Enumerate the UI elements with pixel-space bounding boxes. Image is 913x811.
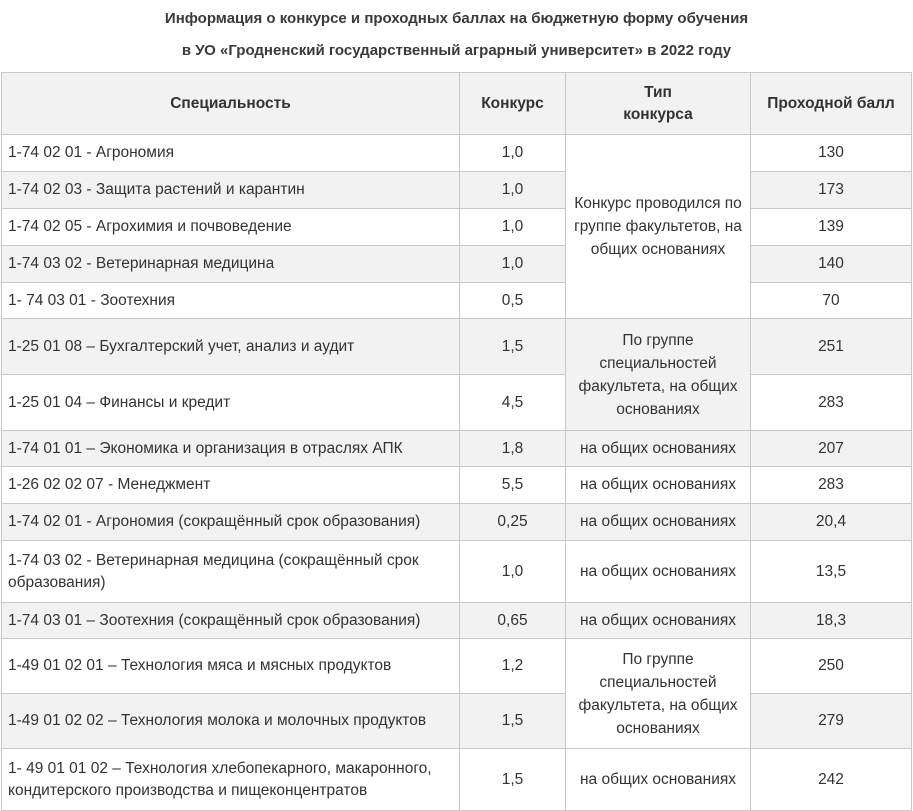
cell-type-merged: По группе специальностей факультета, на общих основаниях xyxy=(566,319,751,431)
cell-competition: 1,5 xyxy=(460,694,566,749)
cell-competition: 1,5 xyxy=(460,749,566,811)
cell-score: 139 xyxy=(751,209,912,246)
table-row xyxy=(2,209,912,246)
cell-score: 250 xyxy=(751,639,912,694)
cell-score: 173 xyxy=(751,172,912,209)
cell-type: на общих основаниях xyxy=(566,504,751,541)
table-row xyxy=(2,375,912,431)
table-row xyxy=(2,283,912,319)
cell-competition: 4,5 xyxy=(460,375,566,431)
cell-type: на общих основаниях xyxy=(566,431,751,467)
cell-type-merged: По группе специальностей факультета, на общих основаниях xyxy=(566,639,751,749)
cell-score: 13,5 xyxy=(751,541,912,603)
cell-specialty: 1- 74 03 01 - Зоотехния xyxy=(2,283,460,319)
table-row xyxy=(2,639,912,694)
table-row xyxy=(2,541,912,603)
header-type-line2: конкурса xyxy=(623,105,693,123)
table-row xyxy=(2,135,912,172)
cell-specialty: 1-74 03 01 – Зоотехния (сокращённый срок образования) xyxy=(2,603,460,639)
cell-score: 242 xyxy=(751,749,912,811)
cell-competition: 1,0 xyxy=(460,246,566,283)
table-row xyxy=(2,694,912,749)
cell-specialty: 1-74 02 01 - Агрономия xyxy=(2,135,460,172)
table-row xyxy=(2,504,912,541)
cell-score: 130 xyxy=(751,135,912,172)
cell-score: 279 xyxy=(751,694,912,749)
cell-specialty: 1-26 02 02 07 - Менеджмент xyxy=(2,467,460,504)
cell-specialty: 1-49 01 02 02 – Технология молока и молочных продуктов xyxy=(2,694,460,749)
cell-score: 140 xyxy=(751,246,912,283)
cell-score: 70 xyxy=(751,283,912,319)
cell-type-merged: Конкурс проводился по группе факультетов, на общих основаниях xyxy=(566,135,751,319)
header-specialty: Специальность xyxy=(2,73,460,135)
cell-score: 283 xyxy=(751,467,912,504)
cell-competition: 1,0 xyxy=(460,172,566,209)
cell-score: 20,4 xyxy=(751,504,912,541)
cell-type: на общих основаниях xyxy=(566,603,751,639)
cell-specialty: 1-74 02 03 - Защита растений и карантин xyxy=(2,172,460,209)
header-score: Проходной балл xyxy=(751,73,912,135)
cell-score: 283 xyxy=(751,375,912,431)
cell-score: 18,3 xyxy=(751,603,912,639)
table-row xyxy=(2,749,912,811)
cell-specialty: 1-25 01 08 – Бухгалтерский учет, анализ и аудит xyxy=(2,319,460,375)
page-title: Информация о конкурсе и проходных баллах на бюджетную форму обучения xyxy=(164,10,749,27)
cell-score: 207 xyxy=(751,431,912,467)
cell-specialty: 1- 49 01 01 02 – Технология хлебопекарного, макаронного, кондитерского производства и пищеконцентратов xyxy=(2,749,460,811)
cell-type: на общих основаниях xyxy=(566,541,751,603)
table-row xyxy=(2,467,912,504)
table-row xyxy=(2,246,912,283)
cell-competition: 0,65 xyxy=(460,603,566,639)
scores-table xyxy=(1,72,912,811)
table-row xyxy=(2,431,912,467)
cell-specialty: 1-25 01 04 – Финансы и кредит xyxy=(2,375,460,431)
cell-specialty: 1-74 02 01 - Агрономия (сокращённый срок образования) xyxy=(2,504,460,541)
cell-competition: 1,0 xyxy=(460,541,566,603)
cell-competition: 0,5 xyxy=(460,283,566,319)
cell-specialty: 1-74 01 01 – Экономика и организация в отраслях АПК xyxy=(2,431,460,467)
header-type xyxy=(566,73,751,135)
cell-competition: 1,5 xyxy=(460,319,566,375)
table-row xyxy=(2,319,912,375)
header-type-line1: Тип xyxy=(644,83,672,101)
cell-specialty: 1-74 03 02 - Ветеринарная медицина (сокращённый срок образования) xyxy=(2,541,460,603)
cell-type: на общих основаниях xyxy=(566,467,751,504)
table-header-row xyxy=(2,73,912,135)
cell-score: 251 xyxy=(751,319,912,375)
cell-competition: 0,25 xyxy=(460,504,566,541)
cell-competition: 1,0 xyxy=(460,209,566,246)
cell-competition: 1,2 xyxy=(460,639,566,694)
cell-specialty: 1-49 01 02 01 – Технология мяса и мясных продуктов xyxy=(2,639,460,694)
cell-competition: 1,8 xyxy=(460,431,566,467)
cell-specialty: 1-74 02 05 - Агрохимия и почвоведение xyxy=(2,209,460,246)
table-row xyxy=(2,603,912,639)
cell-type: на общих основаниях xyxy=(566,749,751,811)
table-row xyxy=(2,172,912,209)
cell-specialty: 1-74 03 02 - Ветеринарная медицина xyxy=(2,246,460,283)
cell-competition: 5,5 xyxy=(460,467,566,504)
cell-competition: 1,0 xyxy=(460,135,566,172)
header-competition: Конкурс xyxy=(460,73,566,135)
page-subtitle: в УО «Гродненский государственный аграрный университет» в 2022 году xyxy=(181,42,732,59)
